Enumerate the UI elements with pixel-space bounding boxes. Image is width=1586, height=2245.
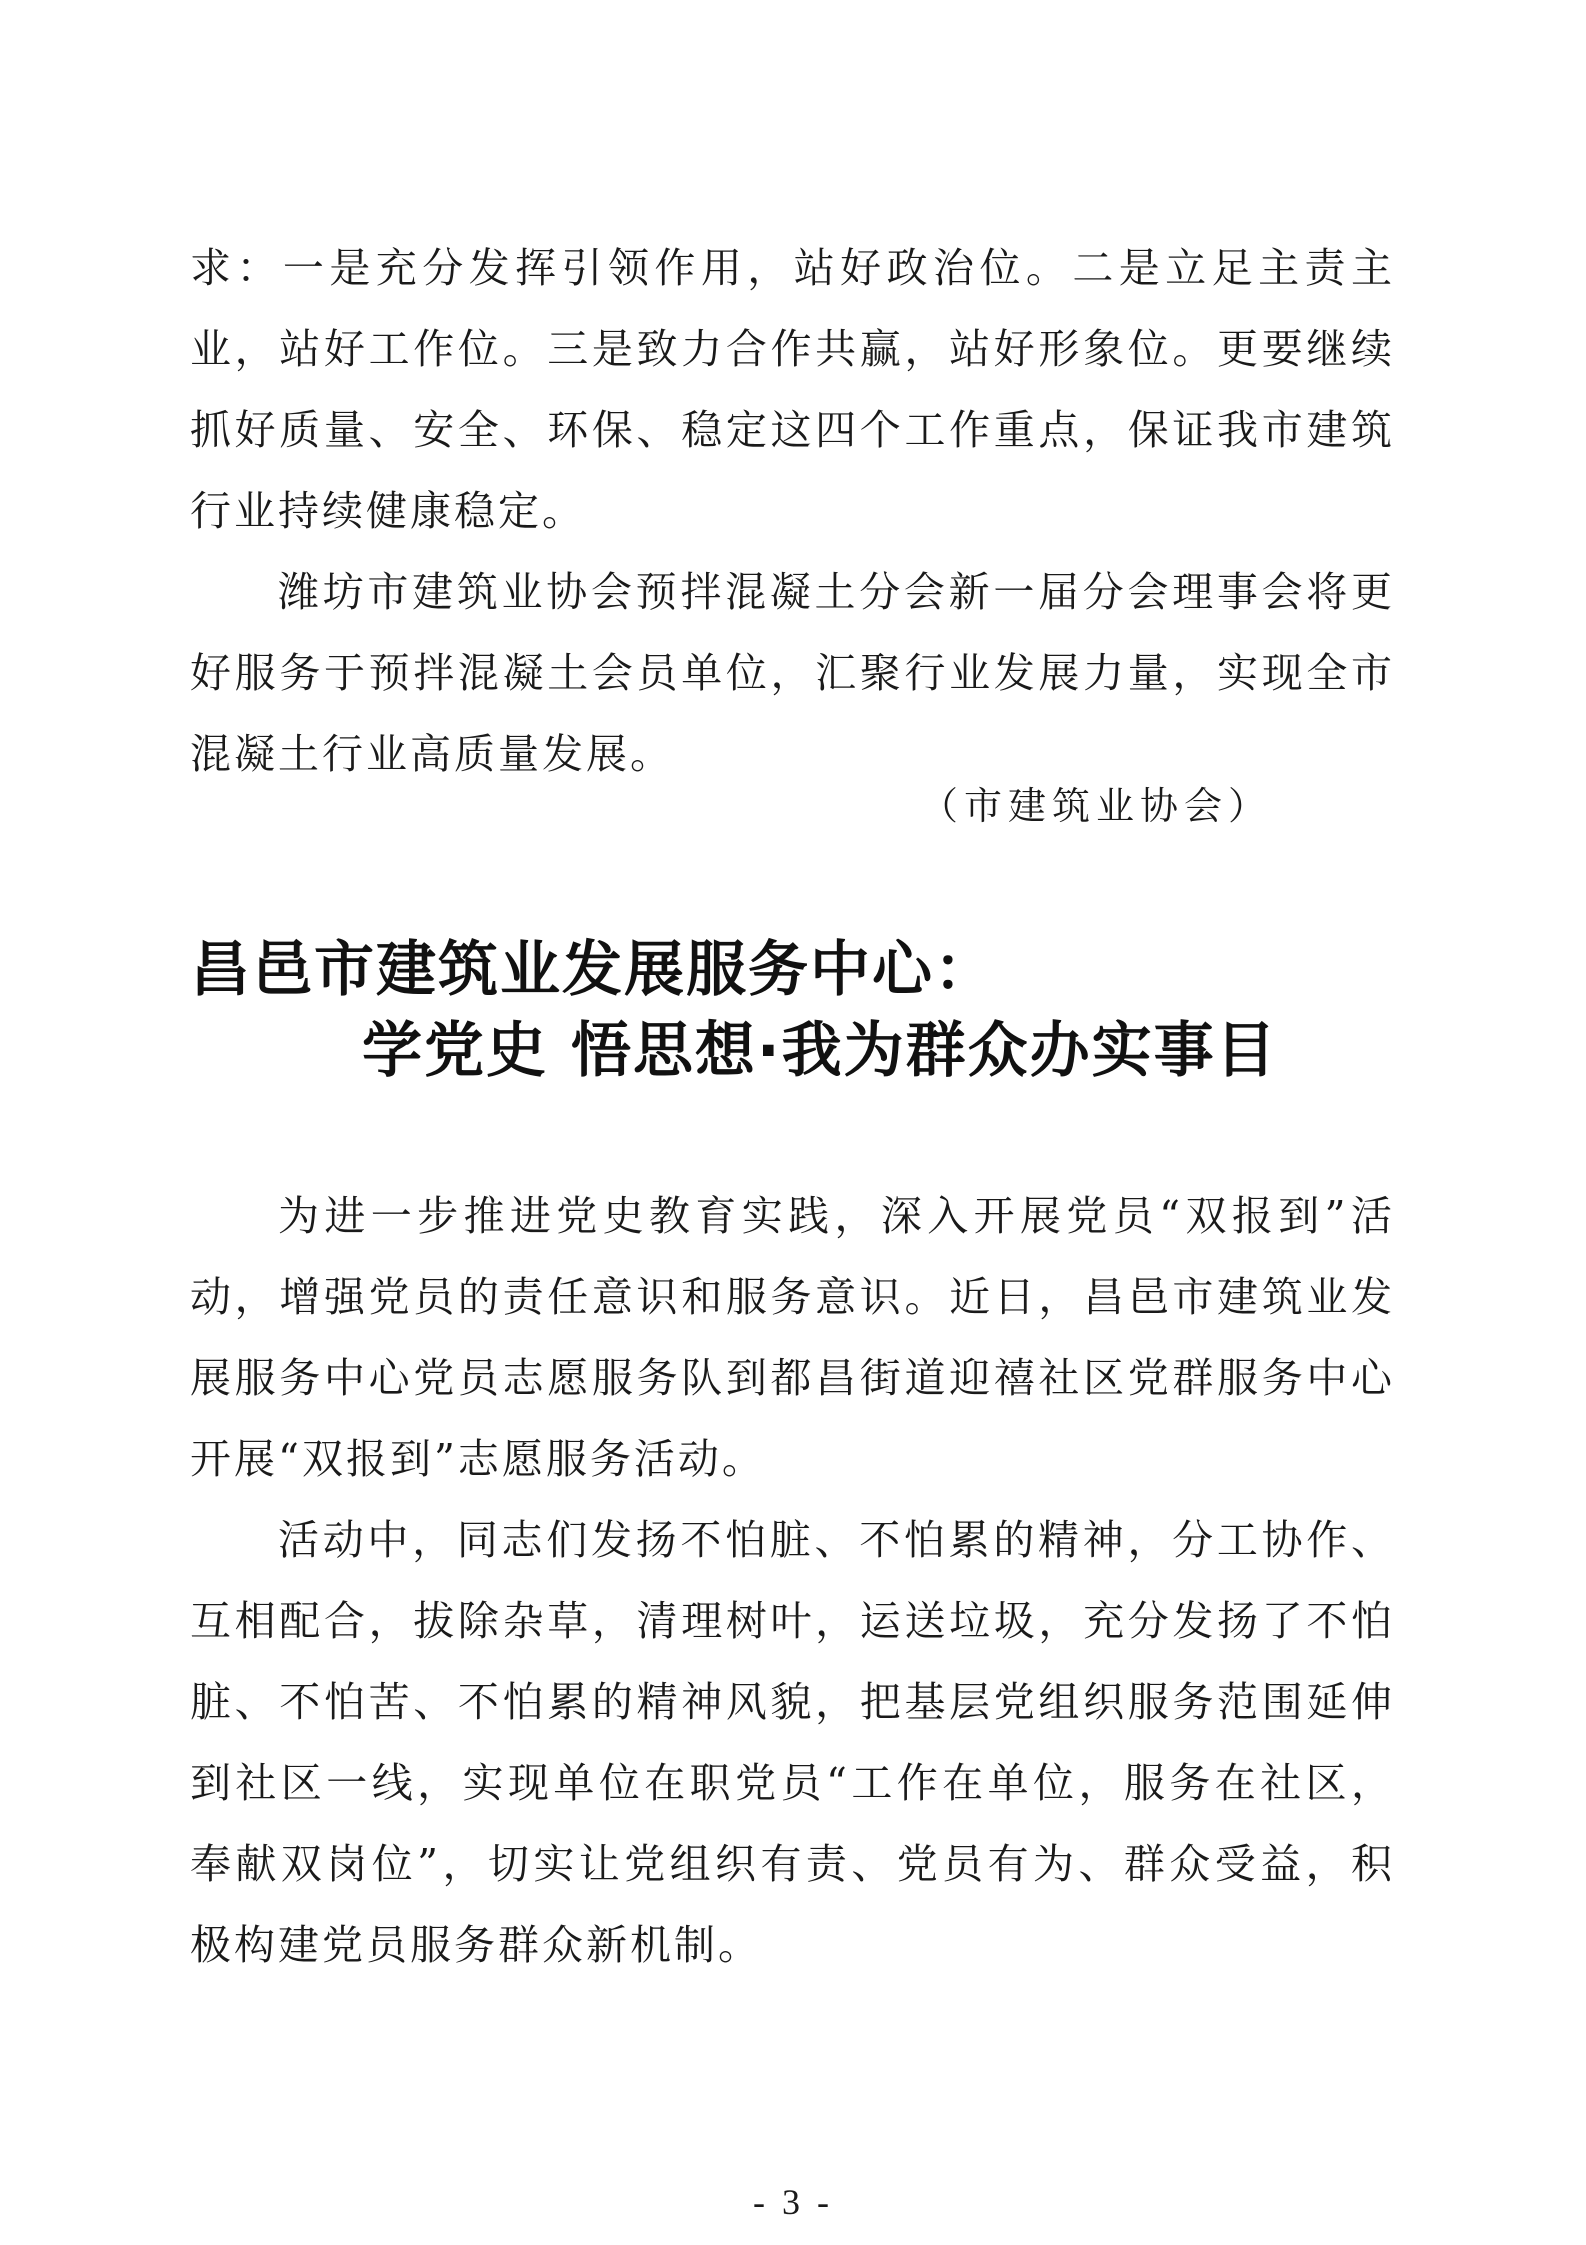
article-1-credit: （市建筑业协会）	[920, 784, 1273, 828]
article-1-body	[190, 228, 1395, 795]
page-number: - 3 -	[753, 2182, 833, 2222]
article-1-paragraph-2: 潍坊市建筑业协会预拌混凝土分会新一届分会理事会将更好服务于预拌混凝土会员单位，汇聚行业发展力量，实现全市混凝土行业高质量发展。	[190, 568, 1395, 778]
article-2-title-line-2: 学党史 悟思想·我为群众办实事目	[362, 1016, 1278, 1086]
article-2-title-line-1: 昌邑市建筑业发展服务中心：	[190, 935, 996, 1005]
article-1-paragraph-1: 求：一是充分发挥引领作用，站好政治位。二是立足主责主业，站好工作位。三是致力合作共赢，站好形象位。更要继续抓好质量、安全、环保、稳定这四个工作重点，保证我市建筑行业持续健康稳定。	[190, 244, 1395, 535]
article-2-body	[190, 1176, 1395, 1986]
article-2-paragraph-1: 为进一步推进党史教育实践，深入开展党员“双报到”活动，增强党员的责任意识和服务意识。近日，昌邑市建筑业发展服务中心党员志愿服务队到都昌街道迎禧社区党群服务中心开展“双报到”志愿服务活动。	[190, 1192, 1395, 1483]
article-2-paragraph-2: 活动中，同志们发扬不怕脏、不怕累的精神，分工协作、互相配合，拔除杂草，清理树叶，运送垃圾，充分发扬了不怕脏、不怕苦、不怕累的精神风貌，把基层党组织服务范围延伸到社区一线，实现单位在职党员“工作在单位，服务在社区，奉献双岗位”，切实让党组织有责、党员有为、群众受益，积极构建党员服务群众新机制。	[190, 1516, 1395, 1969]
